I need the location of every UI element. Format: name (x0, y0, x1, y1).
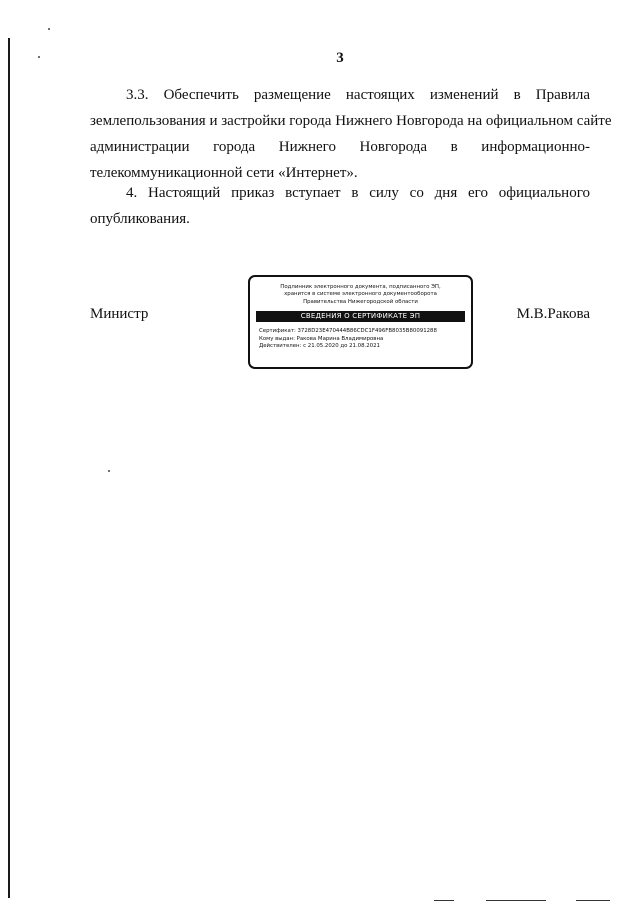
stamp-details (259, 328, 471, 350)
certificate-validity: Действителен: с 21.05.2020 до 21.08.2021 (259, 343, 380, 350)
stamp-intro-line: хранится в системе электронного документооборота (284, 291, 437, 298)
electronic-signature-stamp (248, 275, 473, 369)
stamp-intro (250, 284, 471, 306)
signer-name: М.В.Ракова (516, 306, 590, 322)
paragraph-line: 3.3. Обеспечить размещение настоящих изменений в Правила (126, 87, 590, 103)
scan-footer-line (486, 900, 546, 901)
paragraph-line: землепользования и застройки города Нижнего Новгорода на официальном сайте (90, 113, 612, 129)
scan-footer-line (434, 900, 454, 901)
signer-position: Министр (90, 306, 149, 322)
certificate-number: Сертификат: 3728D23E470444B86CDC1F496FB8035B80091288 (259, 328, 437, 335)
scan-speck (108, 470, 110, 472)
paragraph-line: администрации города Нижнего Новгорода в информационно- (90, 139, 590, 155)
page-number: 3 (336, 50, 344, 66)
scan-edge-line (8, 38, 10, 898)
paragraph-4 (90, 180, 590, 232)
scan-footer-line (576, 900, 610, 901)
certificate-owner: Кому выдан: Ракова Марина Владимировна (259, 335, 384, 342)
stamp-intro-line: Правительства Нижегородской области (303, 298, 418, 305)
stamp-intro-line: Подлинник электронного документа, подписанного ЭП, (280, 284, 441, 290)
paragraph-3-3 (90, 82, 612, 186)
paragraph-line: телекоммуникационной сети «Интернет». (90, 165, 358, 181)
paragraph-line: опубликования. (90, 211, 190, 227)
scan-speck (48, 28, 50, 30)
stamp-heading: СВЕДЕНИЯ О СЕРТИФИКАТЕ ЭП (256, 311, 465, 322)
paragraph-line: 4. Настоящий приказ вступает в силу со дня его официального (126, 185, 590, 201)
